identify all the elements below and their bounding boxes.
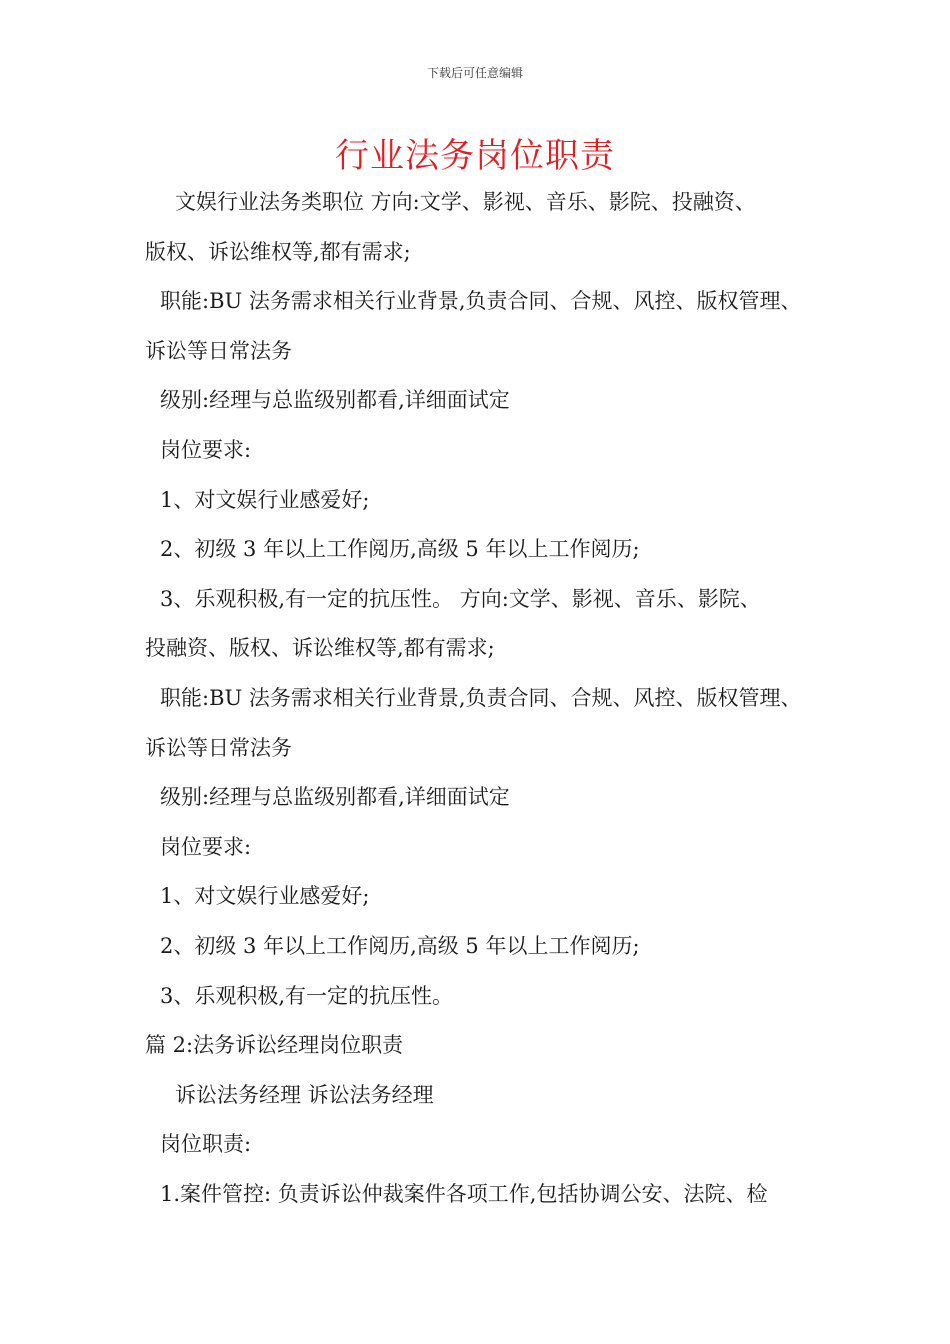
section-heading: 篇 2:法务诉讼经理岗位职责	[145, 1033, 404, 1058]
document-body	[145, 178, 835, 1219]
paragraph-line: 级别:经理与总监级别都看,详细面试定	[160, 785, 510, 810]
list-item: 1、对文娱行业感爱好;	[160, 487, 370, 512]
paragraph-line: 投融资、版权、诉讼维权等,都有需求;	[145, 636, 495, 661]
paragraph-line: 文娱行业法务类职位 方向:文学、影视、音乐、影院、投融资、	[175, 190, 756, 214]
list-item: 3、乐观积极,有一定的抗压性。	[160, 983, 454, 1008]
paragraph-line: 岗位职责:	[160, 1132, 252, 1157]
list-item: 3、乐观积极,有一定的抗压性。 方向:文学、影视、音乐、影院、	[160, 586, 761, 611]
list-item: 1.案件管控: 负责诉讼仲裁案件各项工作,包括协调公安、法院、检	[160, 1181, 768, 1206]
list-item: 2、初级 3 年以上工作阅历,高级 5 年以上工作阅历;	[160, 933, 640, 958]
paragraph-line: 诉讼等日常法务	[145, 338, 292, 363]
document-title: 行业法务岗位职责	[335, 136, 615, 176]
paragraph-line: 岗位要求:	[160, 834, 252, 859]
paragraph-line: 诉讼等日常法务	[145, 735, 292, 760]
paragraph-line: 职能:BU 法务需求相关行业背景,负责合同、合规、风控、版权管理、	[160, 685, 802, 710]
paragraph-line: 级别:经理与总监级别都看,详细面试定	[160, 388, 510, 413]
paragraph-line: 诉讼法务经理 诉讼法务经理	[175, 1082, 434, 1107]
list-item: 1、对文娱行业感爱好;	[160, 884, 370, 909]
paragraph-line: 版权、诉讼维权等,都有需求;	[145, 239, 411, 264]
paragraph-line: 职能:BU 法务需求相关行业背景,负责合同、合规、风控、版权管理、	[160, 289, 802, 314]
paragraph-line: 岗位要求:	[160, 437, 252, 462]
list-item: 2、初级 3 年以上工作阅历,高级 5 年以上工作阅历;	[160, 537, 640, 562]
page-header-note: 下载后可任意编辑	[426, 66, 523, 80]
